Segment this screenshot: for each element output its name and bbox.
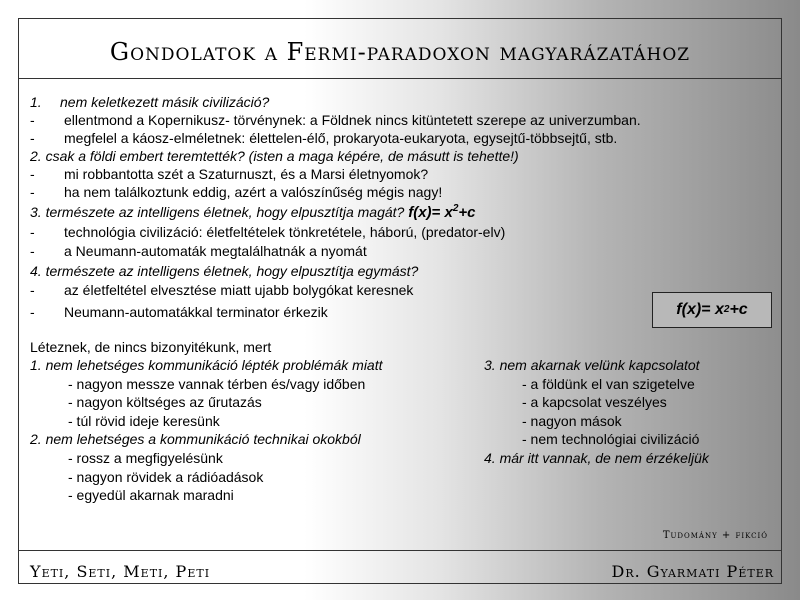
dash: -: [30, 304, 35, 320]
dash: -: [30, 166, 35, 182]
item-3-sub-1: [30, 223, 505, 241]
genre-tag: Tudomány + fikció: [662, 530, 768, 541]
right-line: 3. nem akarnak velünk kapcsolatot: [484, 357, 700, 373]
item-4-sub-2-text: Neumann-automatákkal terminator érkezik: [64, 304, 328, 320]
item-3-sub-2: [30, 242, 367, 260]
item-1-sub-1-text: ellentmond a Kopernikusz- törvénynek: a Földnek nincs kitüntetett szerepe az univerzumban.: [64, 112, 641, 128]
left-line: 2. nem lehetséges a kommunikáció technikai okokból: [30, 431, 361, 448]
item-4: 4. természete az intelligens életnek, hogy elpusztítja egymást?: [30, 263, 419, 279]
footer-left: Yeti, Seti, Meti, Peti: [30, 562, 211, 581]
left-line: - nagyon költséges az űrutazás: [68, 394, 262, 411]
left-line: - nagyon rövidek a rádióadások: [68, 468, 264, 485]
dash: -: [30, 112, 35, 128]
formula-box-base: f(x)= x: [676, 301, 724, 318]
left-line: 1. nem lehetséges kommunikáció lépték problémák miatt: [30, 357, 383, 373]
item-1: [30, 93, 269, 111]
right-line: - a kapcsolat veszélyes: [522, 394, 667, 411]
item-4-sub-1: [30, 281, 413, 299]
item-1-sub-1: [30, 111, 641, 129]
formula-base: f(x)= x: [408, 204, 453, 221]
item-2-sub-1-text: mi robbantotta szét a Szaturnuszt, és a Marsi életnyomok?: [64, 166, 429, 182]
item-4-sub-2: [30, 303, 328, 321]
left-line: - rossz a megfigyelésünk: [68, 450, 223, 466]
item-3: [30, 203, 476, 222]
left-line: - nagyon messze vannak térben és/vagy időben: [68, 375, 366, 392]
item-4-sub-1-text: az életfeltétel elvesztése miatt ujabb bolygókat keresnek: [64, 282, 414, 298]
footer-divider: [18, 550, 782, 551]
item-2-sub-2: [30, 183, 442, 201]
item-3-sub-1-text: technológia civilizáció: életfeltételek tönkretétele, háború, (predator-elv): [64, 224, 506, 240]
dash: -: [30, 224, 35, 240]
left-line: - egyedül akarnak maradni: [68, 487, 234, 504]
item-1-sub-2-text: megfelel a káosz-elméletnek: élettelen-élő, prokaryota-eukaryota, egysejtű-többsejtű, stb.: [64, 130, 618, 146]
item-3-sub-2-text: a Neumann-automaták megtalálhatnák a nyomát: [64, 243, 367, 259]
section-2-intro: Léteznek, de nincs bizonyitékunk, mert: [30, 339, 272, 355]
dash: -: [30, 184, 35, 200]
dash: -: [30, 243, 35, 259]
item-1-number: 1.: [30, 94, 42, 110]
formula-exponent: 2: [452, 203, 459, 214]
right-line: 4. már itt vannak, de nem érzékeljük: [484, 450, 709, 466]
formula-box-rest: +c: [729, 301, 748, 318]
dash: -: [30, 130, 35, 146]
item-1-sub-2: [30, 129, 617, 147]
formula-box: f(x)= x 2 +c: [652, 292, 772, 328]
item-3-formula: [408, 204, 475, 221]
left-line: - túl rövid ideje keresünk: [68, 412, 220, 429]
formula-rest: +c: [458, 204, 476, 221]
right-line: - nem technológiai civilizáció: [522, 431, 700, 448]
title-divider: [18, 78, 782, 79]
page-title: Gondolatok a Fermi-paradoxon magyarázatához: [109, 38, 691, 66]
right-line: - nagyon mások: [522, 412, 622, 429]
dash: -: [30, 282, 35, 298]
item-2-sub-1: [30, 165, 428, 183]
item-3-text: 3. természete az intelligens életnek, hogy elpusztítja magát?: [30, 204, 405, 220]
right-line: - a földünk el van szigetelve: [522, 375, 695, 392]
item-2: 2. csak a földi embert teremtették? (isten a maga képére, de másutt is tehette!): [30, 148, 519, 164]
item-1-text: nem keletkezett másik civilizáció?: [60, 94, 270, 110]
footer-author: Dr. Gyarmati Péter: [611, 562, 774, 581]
item-2-sub-2-text: ha nem találkoztunk eddig, azért a valószínűség mégis nagy!: [64, 184, 443, 200]
